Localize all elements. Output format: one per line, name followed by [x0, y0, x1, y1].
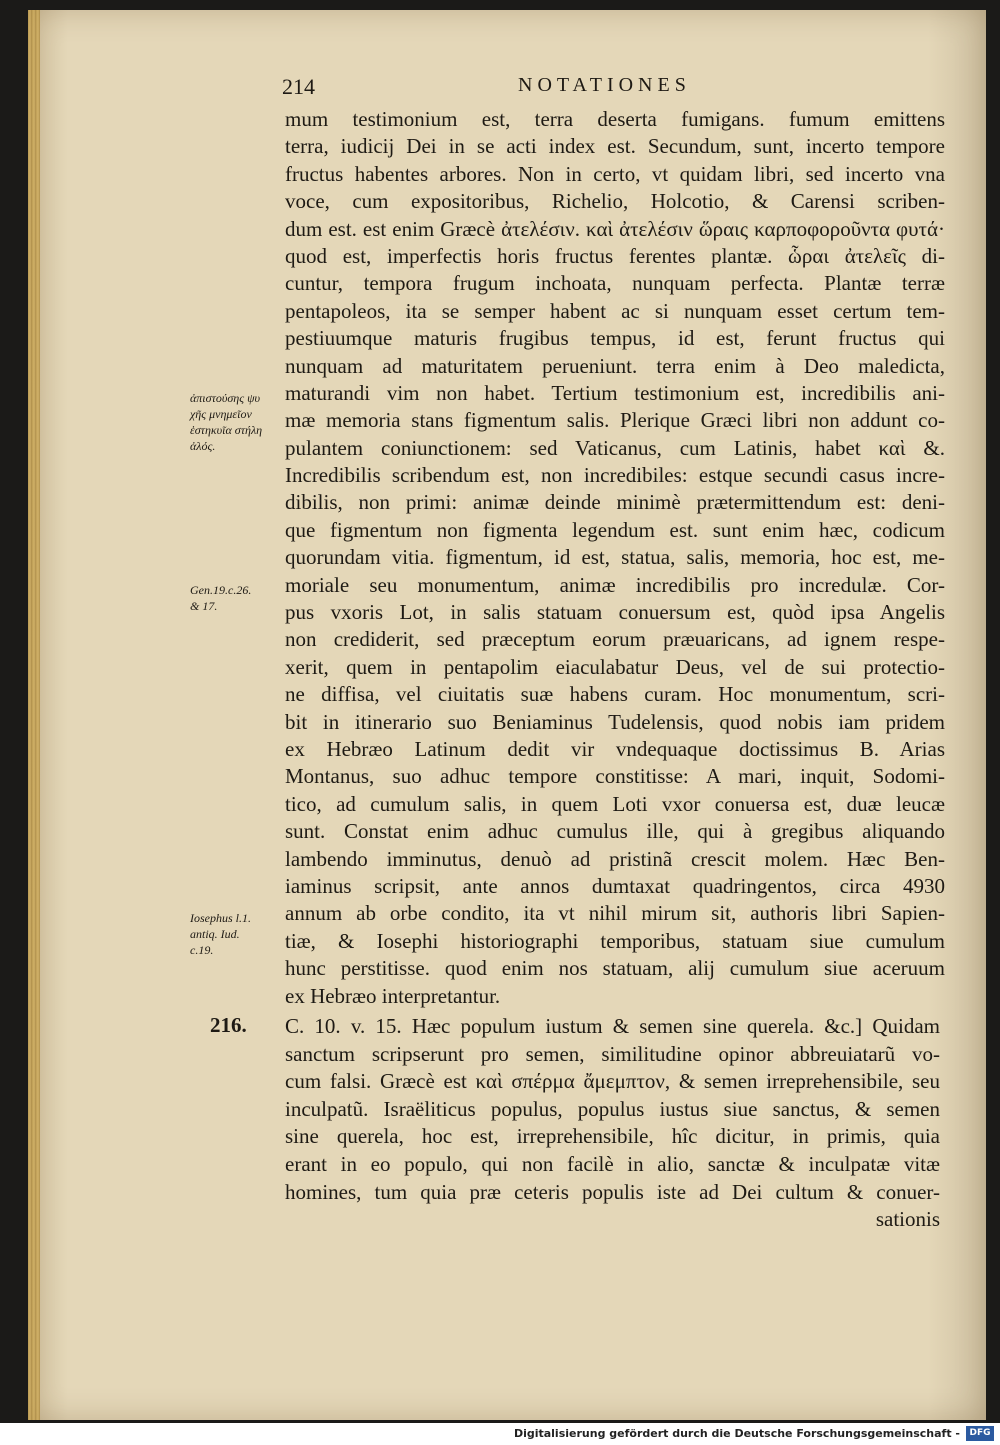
digitization-footer	[0, 1423, 1000, 1445]
dfg-logo: DFG	[966, 1426, 994, 1441]
section-line: homines, tum quia præ ceteris populis iste ad Dei cultum & conuer-	[285, 1179, 940, 1204]
page-gilded-edge	[28, 10, 40, 1420]
section-line: cum falsi. Græcè est καὶ σπέρμα ἄμεμπτον, & semen irreprehensibile, seu	[285, 1069, 940, 1094]
text-line: tiæ, & Iosephi historiographi temporibus, statuam siue cumulum	[285, 928, 945, 953]
text-line: voce, cum expositoribus, Richelio, Holcotio, & Carensi scriben-	[285, 189, 945, 214]
text-line: pestiuumque maturis frugibus tempus, id est, ferunt fructus qui	[285, 326, 945, 351]
section-text-block	[285, 1013, 940, 1234]
text-line: quorundam vitia. figmentum, id est, statua, salis, memoria, hoc est, me-	[285, 545, 945, 570]
text-line: nunquam ad maturitatem perueniunt. terra enim à Deo maledicta,	[285, 353, 945, 378]
text-line: iaminus scripsit, ante annos dumtaxat quadringentos, circa 4930	[285, 873, 945, 898]
text-line: fructus habentes arbores. Non in certo, vt quidam libri, sed incerto vna	[285, 161, 945, 186]
section-line: C. 10. v. 15. Hæc populum iustum & semen sine querela. &c.] Quidam	[285, 1014, 940, 1038]
text-line: ex Hebræo Latinum dedit vir vndequaque doctissimus B. Arias	[285, 736, 945, 761]
section-line: sationis	[875, 1207, 940, 1232]
text-line: dibilis, non primi: animæ deinde minimè prætermittendum est: deni-	[285, 490, 945, 515]
margin-note-genesis: Gen.19.c.26. & 17.	[190, 583, 252, 613]
text-line: quod est, imperfectis horis fructus ferentes plantæ. ὧραι ἀτελεῖς di-	[285, 243, 945, 268]
text-line: non crediderit, sed præceptum eorum præuaricans, ad ignem respe-	[285, 627, 945, 652]
text-line: bit in itinerario suo Beniaminus Tudelensis, quod nobis iam pridem	[285, 709, 945, 734]
page-number: 214	[282, 74, 315, 99]
text-line: ne diffisa, vel ciuitatis suæ habens curam. Hoc monumentum, scri-	[285, 682, 945, 707]
main-text-block	[285, 106, 945, 1010]
text-line: sunt. Constat enim adhuc cumulus ille, qui à gregibus aliquando	[285, 819, 945, 844]
text-line: pus vxoris Lot, in salis statuam conuersum est, quòd ipsa Angelis	[285, 600, 945, 625]
text-line: dum est. est enim Græcè ἀτελέσιν. καὶ ἀτελέσιν ὥραις καρποφοροῦντα φυτά·	[285, 216, 945, 241]
section-line: erant in eo populo, qui non facilè in alio, sanctæ & inculpatæ vitæ	[285, 1151, 940, 1176]
text-line: mum testimonium est, terra deserta fumigans. fumum emittens	[285, 107, 945, 131]
text-line: pentapoleos, ita se semper habent ac si nunquam esset certum tem-	[285, 298, 945, 323]
section-number: 216.	[210, 1013, 247, 1037]
text-line: que figmentum non figmenta legendum est. sunt enim hæc, codicum	[285, 517, 945, 542]
text-line: moriale seu monumentum, animæ incredibilis pro incredulæ. Cor-	[285, 572, 945, 597]
text-line: maturandi vim non habet. Tertium testimonium est, incredibilis ani-	[285, 380, 945, 405]
text-line: xerit, quem in pentapolim eiaculabatur Deus, vel de sui protectio-	[285, 654, 945, 679]
margin-note-josephus: Iosephus l.1. antiq. Iud. c.19.	[190, 911, 251, 957]
footer-credit: Digitalisierung gefördert durch die Deutsche Forschungsgemeinschaft -	[513, 1427, 960, 1440]
text-line: cuntur, tempora frugum inchoata, nunquam perfecta. Plantæ terræ	[285, 271, 945, 296]
text-line: lambendo imminutus, denuò ad pristinã crescit molem. Hæc Ben-	[285, 846, 945, 871]
margin-note-greek: ἀπιστούσης ψυ χῆς μνημεῖον ἑστηκυῖα στήλη ἁλός.	[190, 391, 263, 453]
text-line: ex Hebræo interpretantur.	[285, 983, 501, 1008]
running-title: NOTATIONES	[518, 74, 691, 96]
text-line: hunc perstitisse. quod enim nos statuam, alij cumulum siue aceruum	[285, 956, 945, 981]
text-line: mæ memoria stans figmentum salis. Plerique Græci libri non addunt co-	[285, 408, 945, 433]
text-line: Montanus, suo adhuc tempore constitisse: A mari, inquit, Sodomi-	[285, 764, 945, 789]
section-line: sine querela, hoc est, irreprehensibile, hîc dicitur, in primis, quia	[285, 1124, 940, 1149]
section-line: inculpatũ. Israëliticus populus, populus iustus siue sanctus, & semen	[285, 1096, 940, 1121]
text-line: pulantem coniunctionem: sed Vaticanus, cum Latinis, habet καὶ &.	[285, 435, 945, 460]
text-line: terra, iudicij Dei in se acti index est. Secundum, sunt, incerto tempore	[285, 134, 945, 159]
text-line: tico, ad cumulum salis, in quem Loti vxor conuersa est, duæ leucæ	[285, 791, 945, 816]
text-line: annum ab orbe condito, ita vt nihil mirum sit, authoris libri Sapien-	[285, 901, 945, 926]
text-line: Incredibilis scribendum est, non incredibiles: estque secundi casus incre-	[285, 463, 945, 488]
section-line: sanctum scripserunt pro semen, similitudine opinor abbreuiatarũ vo-	[285, 1041, 940, 1066]
page-header	[282, 74, 942, 104]
